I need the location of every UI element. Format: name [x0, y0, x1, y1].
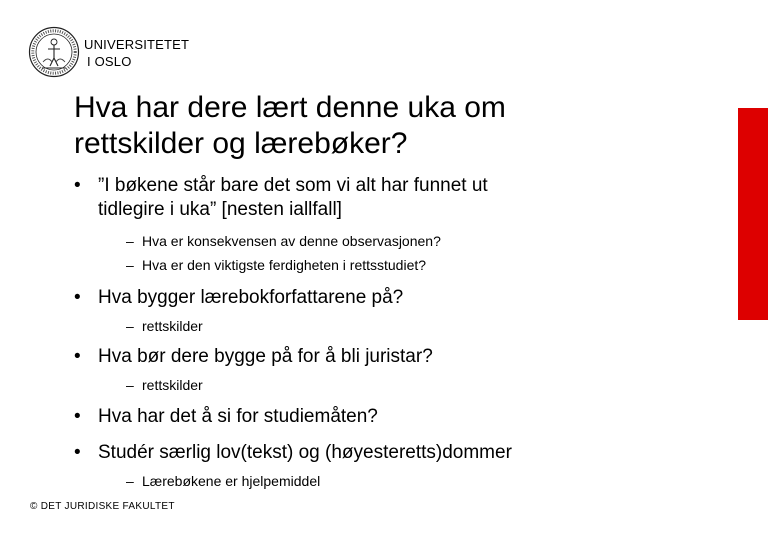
- sub-bullet-text: rettskilder: [142, 377, 203, 393]
- bullet-text-continued: tidlegire i uka” [nesten iallfall]: [98, 199, 342, 220]
- sub-bullet-item: [126, 256, 426, 274]
- institution-line-1: UNIVERSITETET: [84, 37, 190, 52]
- sub-bullet-text: Lærebøkene er hjelpemiddel: [142, 473, 321, 489]
- sub-bullet-marker: –: [126, 318, 134, 334]
- footer-copyright: © DET JURIDISKE FAKULTET: [30, 501, 175, 512]
- sub-bullet-marker: –: [126, 257, 134, 273]
- bullet-marker: •: [74, 346, 81, 367]
- bullet-item: [74, 286, 403, 310]
- bullet-item: [74, 405, 378, 429]
- sub-bullet-text: rettskilder: [142, 318, 203, 334]
- university-seal-icon: [28, 26, 80, 78]
- bullet-marker: •: [74, 175, 81, 196]
- sub-bullet-item: [126, 232, 441, 250]
- bullet-text: ”I bøkene står bare det som vi alt har funnet ut: [98, 175, 488, 196]
- bullet-marker: •: [74, 406, 81, 427]
- accent-bar: [738, 108, 768, 320]
- bullet-item: [74, 174, 488, 222]
- institution-line-2: I OSLO: [87, 54, 132, 69]
- sub-bullet-text: Hva er den viktigste ferdigheten i rettsstudiet?: [142, 257, 427, 273]
- sub-bullet-item: [126, 472, 320, 490]
- slide-title: [74, 90, 714, 162]
- bullet-item: [74, 345, 433, 369]
- title-line-2: rettskilder og lærebøker?: [74, 127, 408, 160]
- bullet-item: [74, 441, 512, 465]
- bullet-marker: •: [74, 287, 81, 308]
- sub-bullet-item: [126, 376, 203, 394]
- institution-name: [84, 36, 189, 70]
- bullet-text: Hva har det å si for studiemåten?: [98, 406, 378, 427]
- bullet-text: Studér særlig lov(tekst) og (høyesteretts)dommer: [98, 442, 512, 463]
- sub-bullet-item: [126, 317, 203, 335]
- bullet-marker: •: [74, 442, 81, 463]
- sub-bullet-text: Hva er konsekvensen av denne observasjonen?: [142, 233, 441, 249]
- title-line-1: Hva har dere lært denne uka om: [74, 91, 506, 124]
- sub-bullet-marker: –: [126, 233, 134, 249]
- sub-bullet-marker: –: [126, 473, 134, 489]
- bullet-text: Hva bygger lærebokforfattarene på?: [98, 287, 404, 308]
- bullet-text: Hva bør dere bygge på for å bli juristar?: [98, 346, 433, 367]
- sub-bullet-marker: –: [126, 377, 134, 393]
